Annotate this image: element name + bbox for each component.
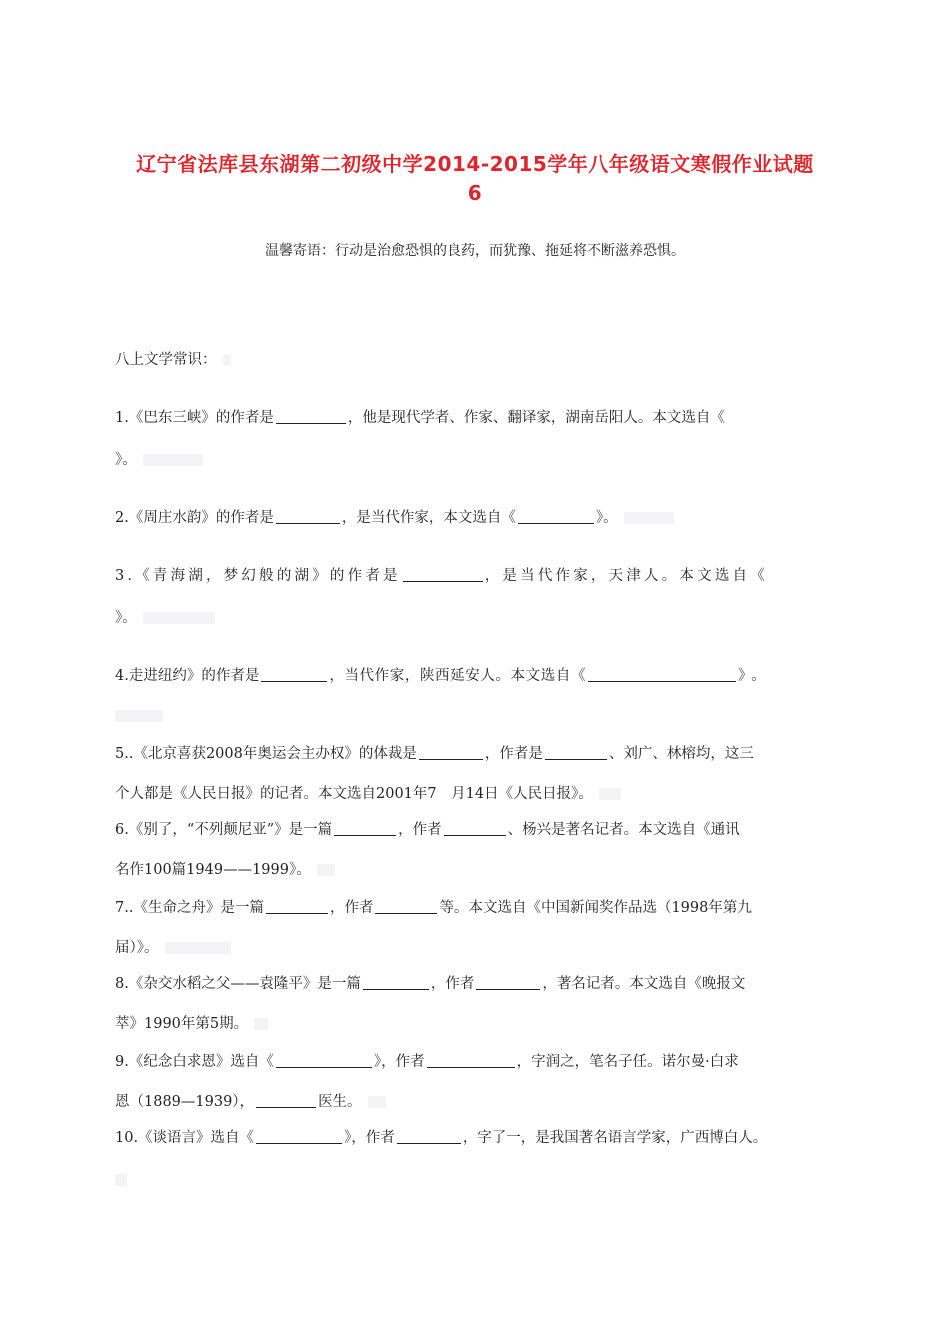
question-9-line-1: 9.《纪念白求恩》选自《 》，作者 ，字润之，笔名子任。诺尔曼·白求 [115,1054,739,1070]
answer-blank[interactable] [444,821,506,836]
answer-blank[interactable] [375,899,437,914]
document-title: 辽宁省法库县东湖第二初级中学2014-2015学年八年级语文寒假作业试题 [136,152,814,176]
question-7-line-1: 7..《生命之舟》是一篇 ，作者 等。本文选自《中国新闻奖作品选（1998年第九 [115,900,752,916]
answer-blank[interactable] [397,1129,461,1144]
answer-blank[interactable] [261,667,327,682]
answer-blank[interactable] [334,821,396,836]
motto: 温馨寄语：行动是治愈恐惧的良药，而犹豫、拖延将不断滋养恐惧。 [265,243,685,259]
answer-blank[interactable] [545,745,607,760]
question-6-line-1: 6.《别了，“不列颠尼亚”》是一篇 ，作者 、杨兴是著名记者。本文选自《通讯 [115,822,740,838]
ghost-mark [115,710,163,722]
question-3-line-1: 3.《青海湖，梦幻般的湖》的作者是 ，是当代作家，天津人。本文选自《 [115,568,768,584]
question-9-line-2: 恩（1889—1939）， 医生。 [115,1092,840,1112]
answer-blank[interactable] [588,667,736,682]
ghost-mark [254,1018,268,1030]
ghost-mark [368,1096,386,1108]
answer-blank[interactable] [266,899,328,914]
question-1-line-1: 1.《巴东三峡》的作者是 ，他是现代学者、作家、翻译家，湖南岳阳人。本文选自《 [115,410,725,426]
answer-blank[interactable] [427,1053,515,1068]
ghost-mark [599,788,621,800]
answer-blank[interactable] [276,509,340,524]
answer-blank[interactable] [518,509,594,524]
question-2-line-1: 2.《周庄水韵》的作者是 ，是当代作家，本文选自《 》。 [115,508,840,528]
question-6-line-2: 名作100篇1949——1999》。 [115,860,840,880]
answer-blank[interactable] [419,745,483,760]
answer-blank[interactable] [403,567,483,582]
ghost-mark [223,354,231,366]
answer-blank[interactable] [476,975,540,990]
ghost-mark [143,612,215,624]
ghost-mark [165,942,231,954]
question-8-line-2: 萃》1990年第5期。 [115,1014,840,1034]
section-heading [115,350,840,370]
ghost-mark [143,454,203,466]
ghost-mark [317,864,335,876]
question-10-line-1: 10.《谈语言》选自《 》，作者 ，字了一，是我国著名语言学家，广西博白人。 [115,1130,768,1146]
question-5-line-1: 5..《北京喜获2008年奥运会主办权》的体裁是 ，作者是 、刘广、林榕均，这三 [115,746,754,762]
question-8-line-1: 8.《杂交水稻之父——袁隆平》是一篇 ，作者 ，著名记者。本文选自《晚报文 [115,976,746,992]
question-10-line-2 [115,1170,840,1190]
question-7-line-2: 届）》。 [115,938,840,958]
section-heading-text: 八上文学常识： [115,352,217,368]
ghost-mark [115,1174,127,1186]
answer-blank[interactable] [276,409,346,424]
question-5-line-2: 个人都是《人民日报》的记者。本文选自2001年7 月14日《人民日报》。 [115,784,840,804]
question-1-line-2: 》。 [115,450,840,470]
answer-blank[interactable] [363,975,429,990]
answer-blank[interactable] [276,1053,372,1068]
ghost-mark [624,512,674,524]
answer-blank[interactable] [256,1129,342,1144]
question-4-line-2 [115,706,840,726]
document-title-number: 6 [467,181,483,205]
question-3-line-2: 》。 [115,608,840,628]
question-4-line-1: 4.走进纽约》的作者是 ，当代作家，陕西延安人。本文选自《 》。 [115,668,772,684]
answer-blank[interactable] [256,1093,316,1108]
